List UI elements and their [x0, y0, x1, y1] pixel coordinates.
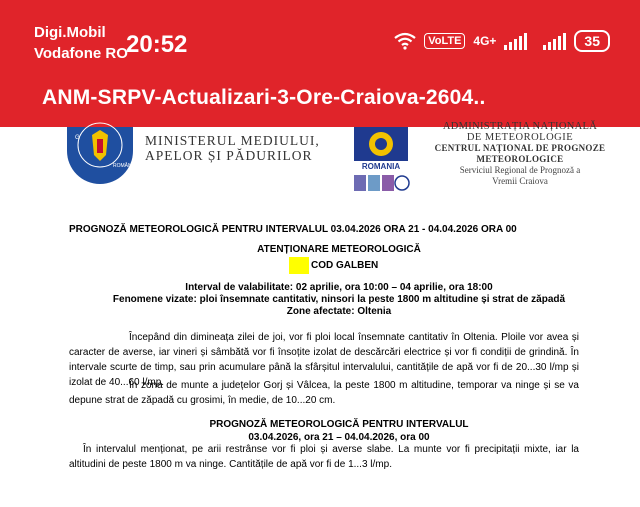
battery-icon: 35 — [574, 30, 610, 52]
clock: 20:52 — [126, 31, 188, 58]
anm-logo-icon — [352, 127, 410, 193]
yellow-code-swatch — [289, 257, 309, 274]
ministry-name — [145, 133, 320, 163]
carrier-names — [34, 22, 128, 64]
anm-header-text — [420, 121, 620, 187]
anm-line-4: METEOROLOGICE — [476, 154, 564, 164]
svg-text:G: G — [75, 135, 80, 141]
network-type: 4G+ — [473, 34, 497, 48]
status-and-title-bar — [0, 0, 640, 127]
document-page — [0, 121, 640, 507]
anm-line-3: CENTRUL NAȚIONAL DE PROGNOZE — [434, 143, 606, 153]
warning-paragraph-1: Începând din dimineața zilei de joi, vor fi ploi local însemnate cantitativ în Oltenia. Ploile vor avea și caracter de averse, iar vineri și sâmbătă vor fi însoțite izolat de descărcări electrice și vor fi condiții de grindină. În intervale scurte de timp, sau prin acumulare până la sfârșitul intervalului, cantitățile de apă vor fi de 20...30 l/mp și izolat de 40...60 l/mp. — [69, 332, 579, 388]
code-text: COD GALBEN — [311, 260, 379, 272]
forecast-interval-dates: 03.04.2026, ora 21 – 04.04.2026, ora 00 — [248, 432, 430, 443]
forecast-paragraph: În intervalul menționat, pe arii restrânse vor fi ploi și averse slabe. La munte vor fi precipitații mixte, iar la altitudini de peste 1800 m va ninge. Cantitățile de apă vor fi de 1...3 l/mp. — [69, 444, 579, 470]
anm-line-2: DE METEOROLOGIE — [466, 132, 574, 143]
signal-icon-1 — [504, 32, 527, 50]
warning-paragraph-2: În zona de munte a județelor Gorj și Vâlcea, la peste 1800 m altitudine, temporar va ninge și se va depune strat de zăpadă cu grosimi, în medie, de 10...20 cm. — [69, 380, 579, 406]
anm-logo-label: ROMANIA — [361, 162, 401, 171]
romania-coat-of-arms-icon — [67, 127, 138, 177]
file-title[interactable]: ANM-SRPV-Actualizari-3-Ore-Craiova-2604.. — [42, 86, 486, 109]
validity-interval: Interval de valabilitate: 02 aprilie, ora 10:00 – 04 aprilie, ora 18:00 — [185, 282, 493, 293]
anm-line-1: ADMINISTRAȚIA NAȚIONALĂ — [442, 121, 598, 132]
status-icons — [394, 30, 610, 52]
volte-badge: VoLTE — [424, 33, 465, 49]
wifi-icon — [394, 32, 416, 50]
warning-title: ATENȚIONARE METEOROLOGICĂ — [257, 244, 421, 255]
anm-line-6: Vremii Craiova — [492, 176, 548, 186]
ministry-line-2: APELOR ȘI PĂDURILOR — [145, 148, 313, 163]
carrier-1: Digi.Mobil — [34, 24, 106, 41]
svg-text:ROMÂNIEI: ROMÂNIEI — [113, 163, 138, 169]
affected-zones: Zone afectate: Oltenia — [286, 306, 392, 317]
target-phenomena: Fenomene vizate: ploi însemnate cantitativ, ninsori la peste 1800 m altitudine și strat de zăpadă — [112, 294, 566, 305]
code-label — [289, 257, 378, 275]
anm-line-5: Serviciul Regional de Prognoză a — [459, 165, 581, 175]
forecast-title: PROGNOZĂ METEOROLOGICĂ PENTRU INTERVALUL 03.04.2026 ORA 21 - 04.04.2026 ORA 00 — [69, 224, 517, 235]
signal-icon-2 — [543, 32, 566, 50]
carrier-2: Vodafone RO — [34, 45, 128, 62]
ministry-line-1: MINISTERUL MEDIULUI, — [145, 133, 320, 148]
forecast-interval-title: PROGNOZĂ METEOROLOGICĂ PENTRU INTERVALUL — [209, 419, 469, 430]
